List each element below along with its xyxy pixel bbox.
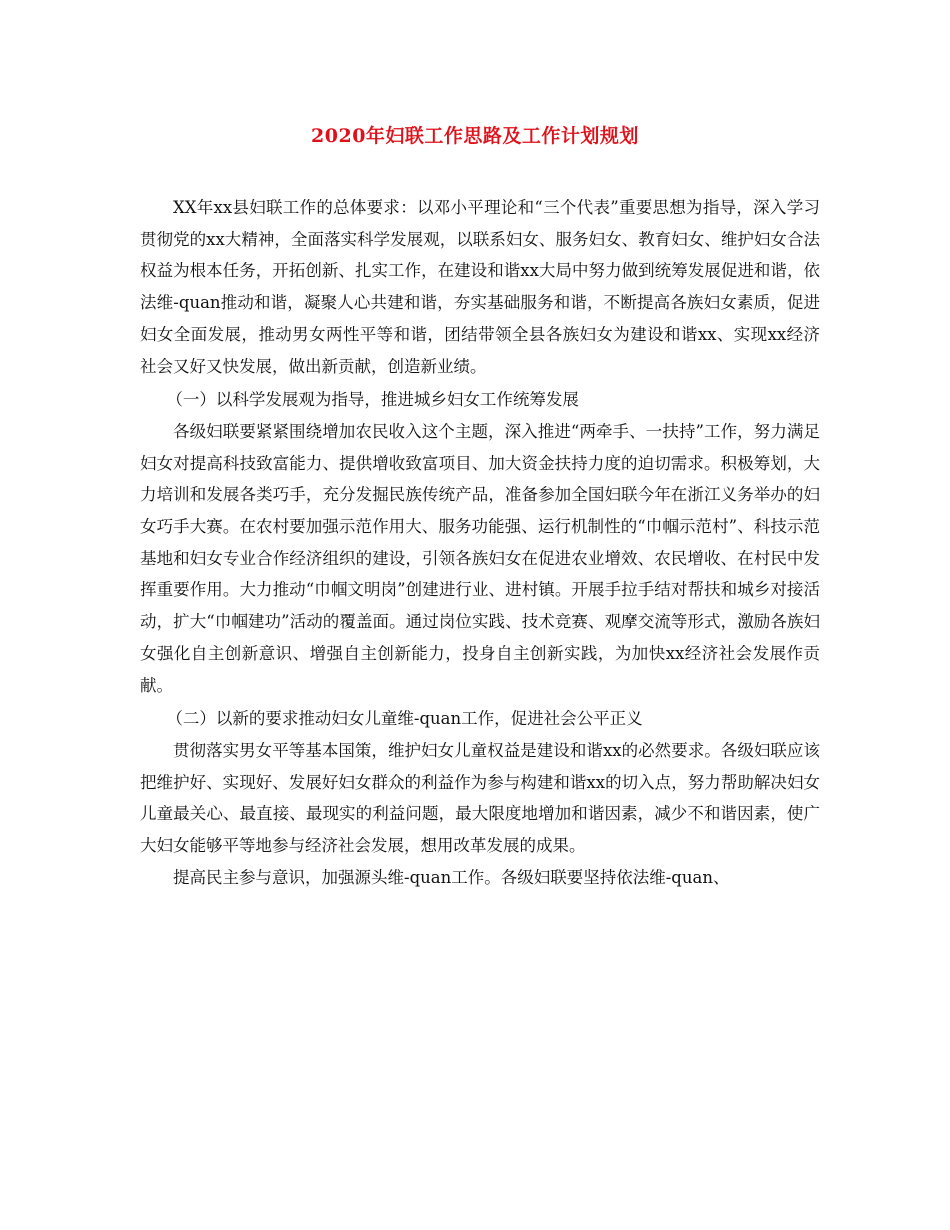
paragraph-section-2: 贯彻落实男女平等基本国策，维护妇女儿童权益是建设和谐xx的必然要求。各级妇联应该把维护好、实现好、发展好妇女群众的利益作为参与构建和谐xx的切入点，努力帮助解决妇女儿童最关心、最直接、最现实的利益问题，最大限度地增加和谐因素，减少不和谐因素，使广大妇女能够平等地参与经济社会发展，想用改革发展的成果。 bbox=[140, 740, 820, 856]
paragraph-general-requirements: XX年xx县妇联工作的总体要求：以邓小平理论和“三个代表”重要思想为指导，深入学习贯彻党的xx大精神，全面落实科学发展观，以联系妇女、服务妇女、教育妇女、维护妇女合法权益为根本任务，开拓创新、扎实工作，在建设和谐xx大局中努力做到统筹发展促进和谐，依法维-quan推动和谐，凝聚人心共建和谐，夯实基础服务和谐，不断提高各族妇女素质，促进妇女全面发展，推动男女两性平等和谐，团结带领全县各族妇女为建设和谐xx、实现xx经济社会又好又快发展，做出新贡献，创造新业绩。 bbox=[140, 198, 820, 376]
paragraph-democratic-participation: 提高民主参与意识，加强源头维-quan工作。各级妇联要坚持依法维-quan、 bbox=[173, 867, 730, 887]
document-body bbox=[140, 192, 820, 893]
section-heading-2: （二）以新的要求推动妇女儿童维-quan工作，促进社会公平正义 bbox=[166, 709, 643, 729]
document-title: 2020年妇联工作思路及工作计划规划 bbox=[311, 125, 639, 147]
paragraph-section-1: 各级妇联要紧紧围绕增加农民收入这个主题，深入推进“两牵手、一扶持”工作，努力满足妇女对提高科技致富能力、提供增收致富项目、加大资金扶持力度的迫切需求。积极筹划，大力培训和发展各类巧手，充分发掘民族传统产品，准备参加全国妇联今年在浙江义务举办的妇女巧手大赛。在农村要加强示范作用大、服务功能强、运行机制性的“巾帼示范村”、科技示范基地和妇女专业合作经济组织的建设，引领各族妇女在促进农业增效、农民增收、在村民中发挥重要作用。大力推动“巾帼文明岗”创建进行业、进村镇。开展手拉手结对帮扶和城乡对接活动，扩大“巾帼建功”活动的覆盖面。通过岗位实践、技术竞赛、观摩交流等形式，激励各族妇女强化自主创新意识、增强自主创新能力，投身自主创新实践，为加快xx经济社会发展作贡献。 bbox=[140, 421, 820, 695]
section-heading-1: （一）以科学发展观为指导，推进城乡妇女工作统筹发展 bbox=[166, 390, 579, 410]
